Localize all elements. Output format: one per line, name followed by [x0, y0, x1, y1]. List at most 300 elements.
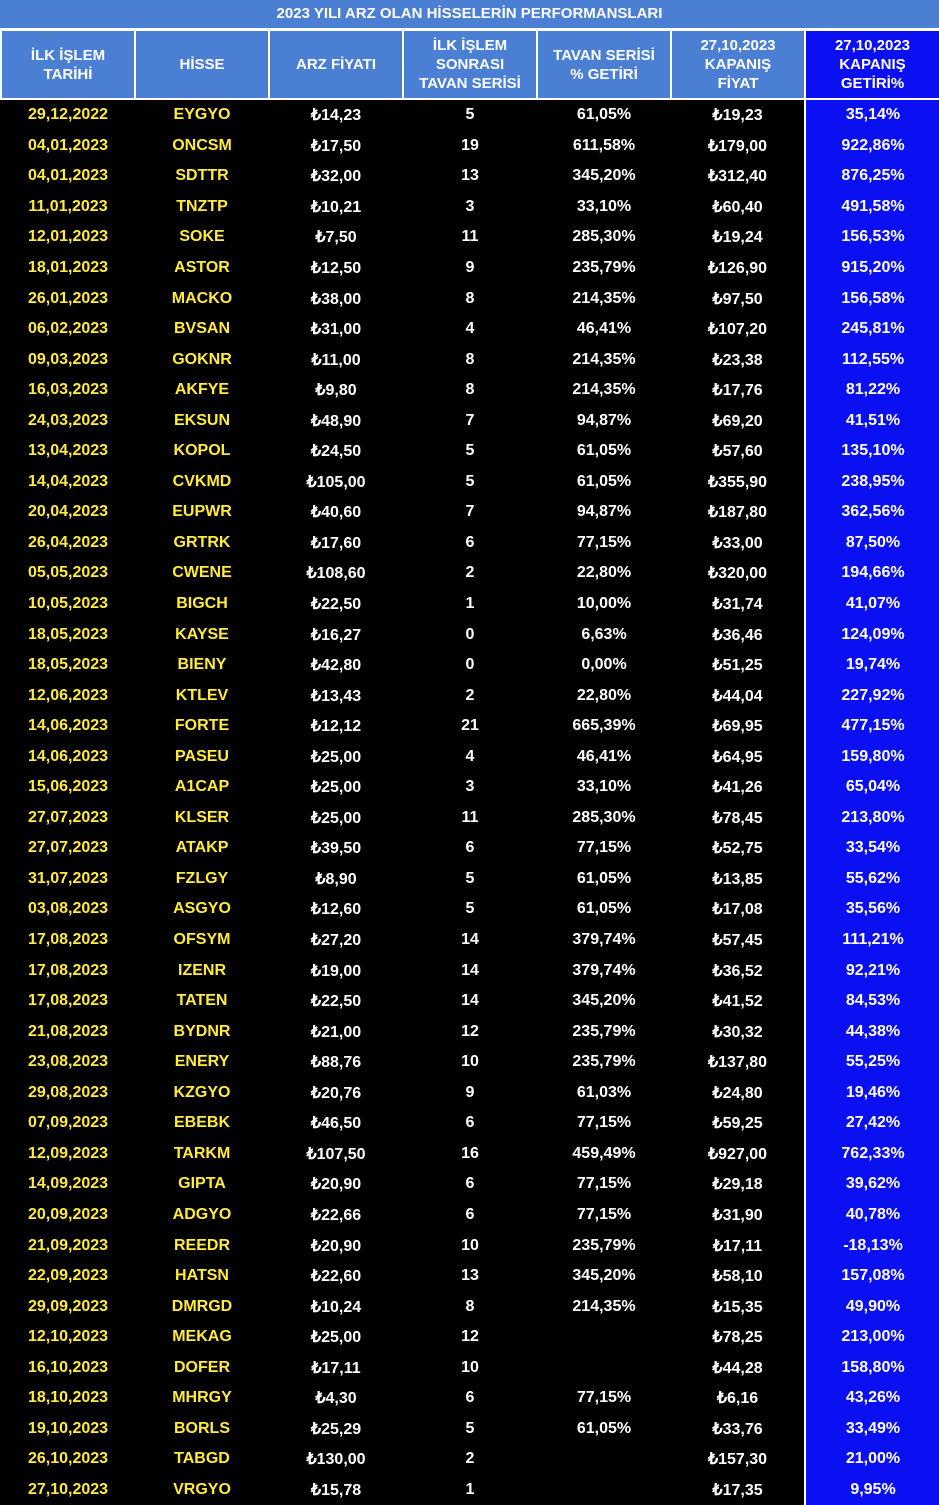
- cell-offer-price: ₺25,00: [269, 803, 403, 834]
- cell-offer-price: ₺25,29: [269, 1414, 403, 1445]
- cell-ceiling-return: 77,15%: [537, 1383, 671, 1414]
- cell-ceiling-series: 0: [403, 619, 537, 650]
- table-row: [1, 528, 939, 559]
- cell-ceiling-return: 22,80%: [537, 558, 671, 589]
- cell-close-return: 876,25%: [805, 161, 939, 192]
- cell-ceiling-series: 11: [403, 803, 537, 834]
- cell-close-return: 245,81%: [805, 314, 939, 345]
- table-row: [1, 772, 939, 803]
- cell-close-price: ₺30,32: [671, 1016, 805, 1047]
- cell-first-trade-date: 18,05,2023: [1, 619, 135, 650]
- table-row: [1, 925, 939, 956]
- cell-offer-price: ₺16,27: [269, 619, 403, 650]
- cell-ceiling-return: 77,15%: [537, 833, 671, 864]
- cell-first-trade-date: 15,06,2023: [1, 772, 135, 803]
- table-row: [1, 192, 939, 223]
- cell-ceiling-return: 0,00%: [537, 650, 671, 681]
- cell-close-price: ₺927,00: [671, 1139, 805, 1170]
- table-row: [1, 222, 939, 253]
- cell-close-return: 135,10%: [805, 436, 939, 467]
- table-row: [1, 1322, 939, 1353]
- cell-close-return: 159,80%: [805, 741, 939, 772]
- cell-close-return: 213,00%: [805, 1322, 939, 1353]
- cell-first-trade-date: 20,04,2023: [1, 497, 135, 528]
- cell-ceiling-series: 5: [403, 864, 537, 895]
- cell-offer-price: ₺8,90: [269, 864, 403, 895]
- cell-close-price: ₺64,95: [671, 741, 805, 772]
- cell-close-return: 40,78%: [805, 1200, 939, 1231]
- header-line: FİYAT: [717, 75, 759, 92]
- cell-close-price: ₺78,25: [671, 1322, 805, 1353]
- cell-close-price: ₺179,00: [671, 131, 805, 162]
- cell-close-return: 19,74%: [805, 650, 939, 681]
- cell-close-return: 111,21%: [805, 925, 939, 956]
- table-row: [1, 589, 939, 620]
- cell-close-return: 55,62%: [805, 864, 939, 895]
- header-offer-price: [269, 30, 403, 99]
- cell-close-price: ₺17,35: [671, 1475, 805, 1505]
- cell-first-trade-date: 22,09,2023: [1, 1261, 135, 1292]
- cell-first-trade-date: 04,01,2023: [1, 131, 135, 162]
- cell-close-return: 124,09%: [805, 619, 939, 650]
- cell-stock: MEKAG: [135, 1322, 269, 1353]
- cell-stock: AKFYE: [135, 375, 269, 406]
- cell-first-trade-date: 04,01,2023: [1, 161, 135, 192]
- cell-ceiling-series: 7: [403, 405, 537, 436]
- cell-ceiling-series: 8: [403, 1291, 537, 1322]
- cell-first-trade-date: 18,10,2023: [1, 1383, 135, 1414]
- cell-close-price: ₺57,60: [671, 436, 805, 467]
- cell-close-return: 65,04%: [805, 772, 939, 803]
- cell-first-trade-date: 14,06,2023: [1, 711, 135, 742]
- table-row: [1, 619, 939, 650]
- cell-ceiling-return: 6,63%: [537, 619, 671, 650]
- cell-stock: EBEBK: [135, 1108, 269, 1139]
- cell-ceiling-series: 6: [403, 528, 537, 559]
- cell-close-return: 35,14%: [805, 99, 939, 131]
- cell-close-price: ₺320,00: [671, 558, 805, 589]
- cell-ceiling-return: 611,58%: [537, 131, 671, 162]
- table-row: [1, 1047, 939, 1078]
- cell-ceiling-return: 665,39%: [537, 711, 671, 742]
- cell-close-price: ₺23,38: [671, 344, 805, 375]
- cell-ceiling-series: 19: [403, 131, 537, 162]
- cell-offer-price: ₺20,76: [269, 1078, 403, 1109]
- cell-close-return: 157,08%: [805, 1261, 939, 1292]
- cell-ceiling-series: 21: [403, 711, 537, 742]
- table-header-row: [1, 30, 939, 99]
- cell-stock: GOKNR: [135, 344, 269, 375]
- table-body: [1, 99, 939, 1505]
- header-line: TAVAN SERİSİ: [553, 46, 655, 64]
- cell-stock: DMRGD: [135, 1291, 269, 1322]
- cell-offer-price: ₺12,12: [269, 711, 403, 742]
- cell-close-return: 87,50%: [805, 528, 939, 559]
- cell-ceiling-series: 5: [403, 436, 537, 467]
- cell-ceiling-return: 285,30%: [537, 803, 671, 834]
- table-row: [1, 1414, 939, 1445]
- cell-offer-price: ₺38,00: [269, 283, 403, 314]
- cell-close-price: ₺107,20: [671, 314, 805, 345]
- cell-stock: REEDR: [135, 1230, 269, 1261]
- header-line: İLK İŞLEM: [432, 37, 508, 54]
- cell-offer-price: ₺11,00: [269, 344, 403, 375]
- cell-ceiling-return: 61,03%: [537, 1078, 671, 1109]
- cell-stock: SOKE: [135, 222, 269, 253]
- cell-close-price: ₺13,85: [671, 864, 805, 895]
- cell-close-price: ₺36,46: [671, 619, 805, 650]
- cell-stock: TATEN: [135, 986, 269, 1017]
- cell-close-return: 41,51%: [805, 405, 939, 436]
- table-row: [1, 650, 939, 681]
- header-line: HİSSE: [179, 56, 225, 73]
- cell-offer-price: ₺12,50: [269, 253, 403, 284]
- cell-ceiling-return: 61,05%: [537, 99, 671, 131]
- cell-stock: EKSUN: [135, 405, 269, 436]
- cell-offer-price: ₺13,43: [269, 680, 403, 711]
- cell-first-trade-date: 27,07,2023: [1, 833, 135, 864]
- cell-ceiling-series: 6: [403, 1200, 537, 1231]
- cell-ceiling-return: 61,05%: [537, 1414, 671, 1445]
- cell-ceiling-series: 4: [403, 741, 537, 772]
- table-row: [1, 1169, 939, 1200]
- cell-stock: TARKM: [135, 1139, 269, 1170]
- cell-ceiling-series: 13: [403, 161, 537, 192]
- cell-offer-price: ₺9,80: [269, 375, 403, 406]
- cell-stock: FZLGY: [135, 864, 269, 895]
- cell-stock: ASGYO: [135, 894, 269, 925]
- cell-ceiling-return: 345,20%: [537, 161, 671, 192]
- cell-ceiling-series: 10: [403, 1047, 537, 1078]
- cell-stock: KTLEV: [135, 680, 269, 711]
- cell-offer-price: ₺22,60: [269, 1261, 403, 1292]
- cell-ceiling-series: 13: [403, 1261, 537, 1292]
- table-row: [1, 436, 939, 467]
- cell-offer-price: ₺32,00: [269, 161, 403, 192]
- cell-close-return: 491,58%: [805, 192, 939, 223]
- cell-close-price: ₺59,25: [671, 1108, 805, 1139]
- cell-ceiling-series: 3: [403, 192, 537, 223]
- cell-close-return: 49,90%: [805, 1291, 939, 1322]
- cell-ceiling-return: 94,87%: [537, 405, 671, 436]
- cell-ceiling-return: 77,15%: [537, 1108, 671, 1139]
- cell-ceiling-return: 459,49%: [537, 1139, 671, 1170]
- cell-close-return: 21,00%: [805, 1444, 939, 1475]
- cell-offer-price: ₺17,60: [269, 528, 403, 559]
- cell-offer-price: ₺17,50: [269, 131, 403, 162]
- header-ceiling-series: [403, 30, 537, 99]
- cell-offer-price: ₺25,00: [269, 772, 403, 803]
- cell-first-trade-date: 12,09,2023: [1, 1139, 135, 1170]
- cell-close-price: ₺157,30: [671, 1444, 805, 1475]
- cell-stock: ONCSM: [135, 131, 269, 162]
- table-row: [1, 253, 939, 284]
- cell-stock: BYDNR: [135, 1016, 269, 1047]
- cell-close-price: ₺60,40: [671, 192, 805, 223]
- cell-stock: HATSN: [135, 1261, 269, 1292]
- cell-close-return: 33,49%: [805, 1414, 939, 1445]
- cell-first-trade-date: 18,01,2023: [1, 253, 135, 284]
- cell-close-price: ₺355,90: [671, 467, 805, 498]
- cell-offer-price: ₺21,00: [269, 1016, 403, 1047]
- cell-offer-price: ₺107,50: [269, 1139, 403, 1170]
- cell-first-trade-date: 26,04,2023: [1, 528, 135, 559]
- cell-first-trade-date: 27,07,2023: [1, 803, 135, 834]
- cell-stock: FORTE: [135, 711, 269, 742]
- cell-offer-price: ₺42,80: [269, 650, 403, 681]
- cell-close-price: ₺41,52: [671, 986, 805, 1017]
- cell-ceiling-series: 6: [403, 1383, 537, 1414]
- cell-close-price: ₺69,20: [671, 405, 805, 436]
- cell-close-return: 227,92%: [805, 680, 939, 711]
- cell-offer-price: ₺27,20: [269, 925, 403, 956]
- cell-first-trade-date: 24,03,2023: [1, 405, 135, 436]
- cell-offer-price: ₺10,24: [269, 1291, 403, 1322]
- cell-ceiling-series: 6: [403, 1108, 537, 1139]
- cell-offer-price: ₺4,30: [269, 1383, 403, 1414]
- cell-ceiling-series: 10: [403, 1230, 537, 1261]
- table-row: [1, 558, 939, 589]
- table-row: [1, 1352, 939, 1383]
- table-row: [1, 344, 939, 375]
- cell-close-return: 19,46%: [805, 1078, 939, 1109]
- cell-ceiling-return: [537, 1444, 671, 1475]
- cell-close-return: 9,95%: [805, 1475, 939, 1505]
- cell-first-trade-date: 17,08,2023: [1, 925, 135, 956]
- table-row: [1, 1383, 939, 1414]
- cell-first-trade-date: 26,01,2023: [1, 283, 135, 314]
- cell-first-trade-date: 06,02,2023: [1, 314, 135, 345]
- table-row: [1, 1291, 939, 1322]
- table-row: [1, 680, 939, 711]
- cell-close-price: ₺33,76: [671, 1414, 805, 1445]
- cell-close-return: 213,80%: [805, 803, 939, 834]
- cell-stock: BVSAN: [135, 314, 269, 345]
- cell-first-trade-date: 17,08,2023: [1, 986, 135, 1017]
- cell-close-return: 44,38%: [805, 1016, 939, 1047]
- cell-close-price: ₺19,23: [671, 99, 805, 131]
- table-row: [1, 833, 939, 864]
- cell-stock: KZGYO: [135, 1078, 269, 1109]
- ipo-performance-table: [0, 29, 939, 1505]
- cell-ceiling-return: 214,35%: [537, 1291, 671, 1322]
- cell-ceiling-return: 61,05%: [537, 864, 671, 895]
- cell-first-trade-date: 29,09,2023: [1, 1291, 135, 1322]
- cell-ceiling-return: [537, 1322, 671, 1353]
- cell-offer-price: ₺39,50: [269, 833, 403, 864]
- cell-ceiling-return: 46,41%: [537, 314, 671, 345]
- cell-ceiling-return: 235,79%: [537, 1016, 671, 1047]
- table-row: [1, 283, 939, 314]
- cell-close-price: ₺137,80: [671, 1047, 805, 1078]
- header-line: ARZ FİYATI: [295, 56, 376, 73]
- header-line: GETİRİ%: [840, 75, 905, 92]
- cell-close-price: ₺58,10: [671, 1261, 805, 1292]
- cell-stock: OFSYM: [135, 925, 269, 956]
- cell-first-trade-date: 31,07,2023: [1, 864, 135, 895]
- cell-ceiling-series: 14: [403, 955, 537, 986]
- header-line: % GETİRİ: [570, 65, 638, 83]
- cell-first-trade-date: 12,10,2023: [1, 1322, 135, 1353]
- cell-ceiling-return: 33,10%: [537, 192, 671, 223]
- cell-offer-price: ₺20,90: [269, 1230, 403, 1261]
- cell-first-trade-date: 14,09,2023: [1, 1169, 135, 1200]
- cell-close-return: 915,20%: [805, 253, 939, 284]
- cell-ceiling-return: 46,41%: [537, 741, 671, 772]
- table-row: [1, 741, 939, 772]
- cell-close-price: ₺19,24: [671, 222, 805, 253]
- cell-ceiling-series: 5: [403, 894, 537, 925]
- cell-stock: ATAKP: [135, 833, 269, 864]
- cell-first-trade-date: 26,10,2023: [1, 1444, 135, 1475]
- cell-stock: VRGYO: [135, 1475, 269, 1505]
- cell-stock: ADGYO: [135, 1200, 269, 1231]
- cell-offer-price: ₺17,11: [269, 1352, 403, 1383]
- cell-ceiling-series: 2: [403, 1444, 537, 1475]
- cell-ceiling-series: 11: [403, 222, 537, 253]
- cell-ceiling-series: 14: [403, 925, 537, 956]
- cell-ceiling-series: 4: [403, 314, 537, 345]
- table-row: [1, 1475, 939, 1505]
- cell-stock: DOFER: [135, 1352, 269, 1383]
- cell-ceiling-return: 10,00%: [537, 589, 671, 620]
- cell-ceiling-return: 61,05%: [537, 894, 671, 925]
- cell-first-trade-date: 05,05,2023: [1, 558, 135, 589]
- cell-ceiling-series: 16: [403, 1139, 537, 1170]
- cell-first-trade-date: 23,08,2023: [1, 1047, 135, 1078]
- table-row: [1, 1016, 939, 1047]
- cell-ceiling-series: 14: [403, 986, 537, 1017]
- cell-close-price: ₺126,90: [671, 253, 805, 284]
- cell-ceiling-series: 12: [403, 1016, 537, 1047]
- cell-first-trade-date: 11,01,2023: [1, 192, 135, 223]
- cell-first-trade-date: 10,05,2023: [1, 589, 135, 620]
- cell-offer-price: ₺88,76: [269, 1047, 403, 1078]
- cell-ceiling-series: 1: [403, 1475, 537, 1505]
- page-title: 2023 YILI ARZ OLAN HİSSELERİN PERFORMANSLARI: [0, 0, 939, 29]
- table-row: [1, 497, 939, 528]
- cell-close-return: 362,56%: [805, 497, 939, 528]
- cell-first-trade-date: 16,10,2023: [1, 1352, 135, 1383]
- header-line: TAVAN SERİSİ: [419, 75, 521, 92]
- cell-first-trade-date: 18,05,2023: [1, 650, 135, 681]
- cell-close-return: 35,56%: [805, 894, 939, 925]
- cell-close-price: ₺24,80: [671, 1078, 805, 1109]
- header-close-price: [671, 30, 805, 99]
- table-row: [1, 1230, 939, 1261]
- cell-stock: BORLS: [135, 1414, 269, 1445]
- cell-offer-price: ₺20,90: [269, 1169, 403, 1200]
- cell-stock: CWENE: [135, 558, 269, 589]
- cell-offer-price: ₺19,00: [269, 955, 403, 986]
- cell-first-trade-date: 20,09,2023: [1, 1200, 135, 1231]
- cell-close-price: ₺78,45: [671, 803, 805, 834]
- cell-first-trade-date: 13,04,2023: [1, 436, 135, 467]
- cell-close-return: 238,95%: [805, 467, 939, 498]
- header-close-return: [805, 30, 939, 99]
- cell-close-return: 477,15%: [805, 711, 939, 742]
- table-row: [1, 864, 939, 895]
- cell-close-price: ₺31,74: [671, 589, 805, 620]
- cell-close-price: ₺17,76: [671, 375, 805, 406]
- table-row: [1, 955, 939, 986]
- cell-first-trade-date: 14,06,2023: [1, 741, 135, 772]
- cell-offer-price: ₺108,60: [269, 558, 403, 589]
- cell-close-return: 55,25%: [805, 1047, 939, 1078]
- cell-ceiling-return: 61,05%: [537, 467, 671, 498]
- cell-close-price: ₺31,90: [671, 1200, 805, 1231]
- cell-ceiling-series: 9: [403, 1078, 537, 1109]
- cell-offer-price: ₺130,00: [269, 1444, 403, 1475]
- cell-offer-price: ₺14,23: [269, 99, 403, 131]
- cell-stock: BIENY: [135, 650, 269, 681]
- cell-close-return: -18,13%: [805, 1230, 939, 1261]
- header-line: SONRASI: [435, 56, 505, 73]
- cell-first-trade-date: 12,01,2023: [1, 222, 135, 253]
- cell-ceiling-series: 3: [403, 772, 537, 803]
- table-row: [1, 1108, 939, 1139]
- cell-first-trade-date: 17,08,2023: [1, 955, 135, 986]
- cell-ceiling-return: 61,05%: [537, 436, 671, 467]
- cell-ceiling-return: [537, 1475, 671, 1505]
- cell-stock: EUPWR: [135, 497, 269, 528]
- cell-first-trade-date: 27,10,2023: [1, 1475, 135, 1505]
- cell-ceiling-series: 6: [403, 833, 537, 864]
- cell-offer-price: ₺46,50: [269, 1108, 403, 1139]
- cell-stock: MACKO: [135, 283, 269, 314]
- cell-first-trade-date: 07,09,2023: [1, 1108, 135, 1139]
- cell-close-price: ₺52,75: [671, 833, 805, 864]
- cell-close-price: ₺312,40: [671, 161, 805, 192]
- cell-stock: KLSER: [135, 803, 269, 834]
- header-line: 27,10,2023: [834, 37, 911, 54]
- cell-stock: BIGCH: [135, 589, 269, 620]
- cell-first-trade-date: 16,03,2023: [1, 375, 135, 406]
- cell-first-trade-date: 12,06,2023: [1, 680, 135, 711]
- table-row: [1, 1261, 939, 1292]
- cell-ceiling-return: 379,74%: [537, 955, 671, 986]
- cell-close-price: ₺44,28: [671, 1352, 805, 1383]
- cell-close-price: ₺6,16: [671, 1383, 805, 1414]
- cell-offer-price: ₺12,60: [269, 894, 403, 925]
- cell-ceiling-series: 1: [403, 589, 537, 620]
- header-stock: [135, 30, 269, 99]
- cell-close-return: 156,53%: [805, 222, 939, 253]
- cell-close-price: ₺15,35: [671, 1291, 805, 1322]
- header-line: 27,10,2023: [700, 37, 776, 54]
- cell-close-return: 84,53%: [805, 986, 939, 1017]
- cell-close-price: ₺69,95: [671, 711, 805, 742]
- cell-stock: GIPTA: [135, 1169, 269, 1200]
- cell-close-price: ₺33,00: [671, 528, 805, 559]
- cell-first-trade-date: 03,08,2023: [1, 894, 135, 925]
- cell-offer-price: ₺25,00: [269, 741, 403, 772]
- cell-offer-price: ₺15,78: [269, 1475, 403, 1505]
- table-row: [1, 1444, 939, 1475]
- table-row: [1, 314, 939, 345]
- cell-close-return: 41,07%: [805, 589, 939, 620]
- table-row: [1, 711, 939, 742]
- cell-ceiling-return: 345,20%: [537, 986, 671, 1017]
- cell-close-return: 43,26%: [805, 1383, 939, 1414]
- header-line: TARİHİ: [43, 65, 93, 83]
- cell-offer-price: ₺105,00: [269, 467, 403, 498]
- table-row: [1, 405, 939, 436]
- cell-first-trade-date: 29,08,2023: [1, 1078, 135, 1109]
- cell-close-price: ₺44,04: [671, 680, 805, 711]
- cell-ceiling-return: 345,20%: [537, 1261, 671, 1292]
- cell-close-return: 39,62%: [805, 1169, 939, 1200]
